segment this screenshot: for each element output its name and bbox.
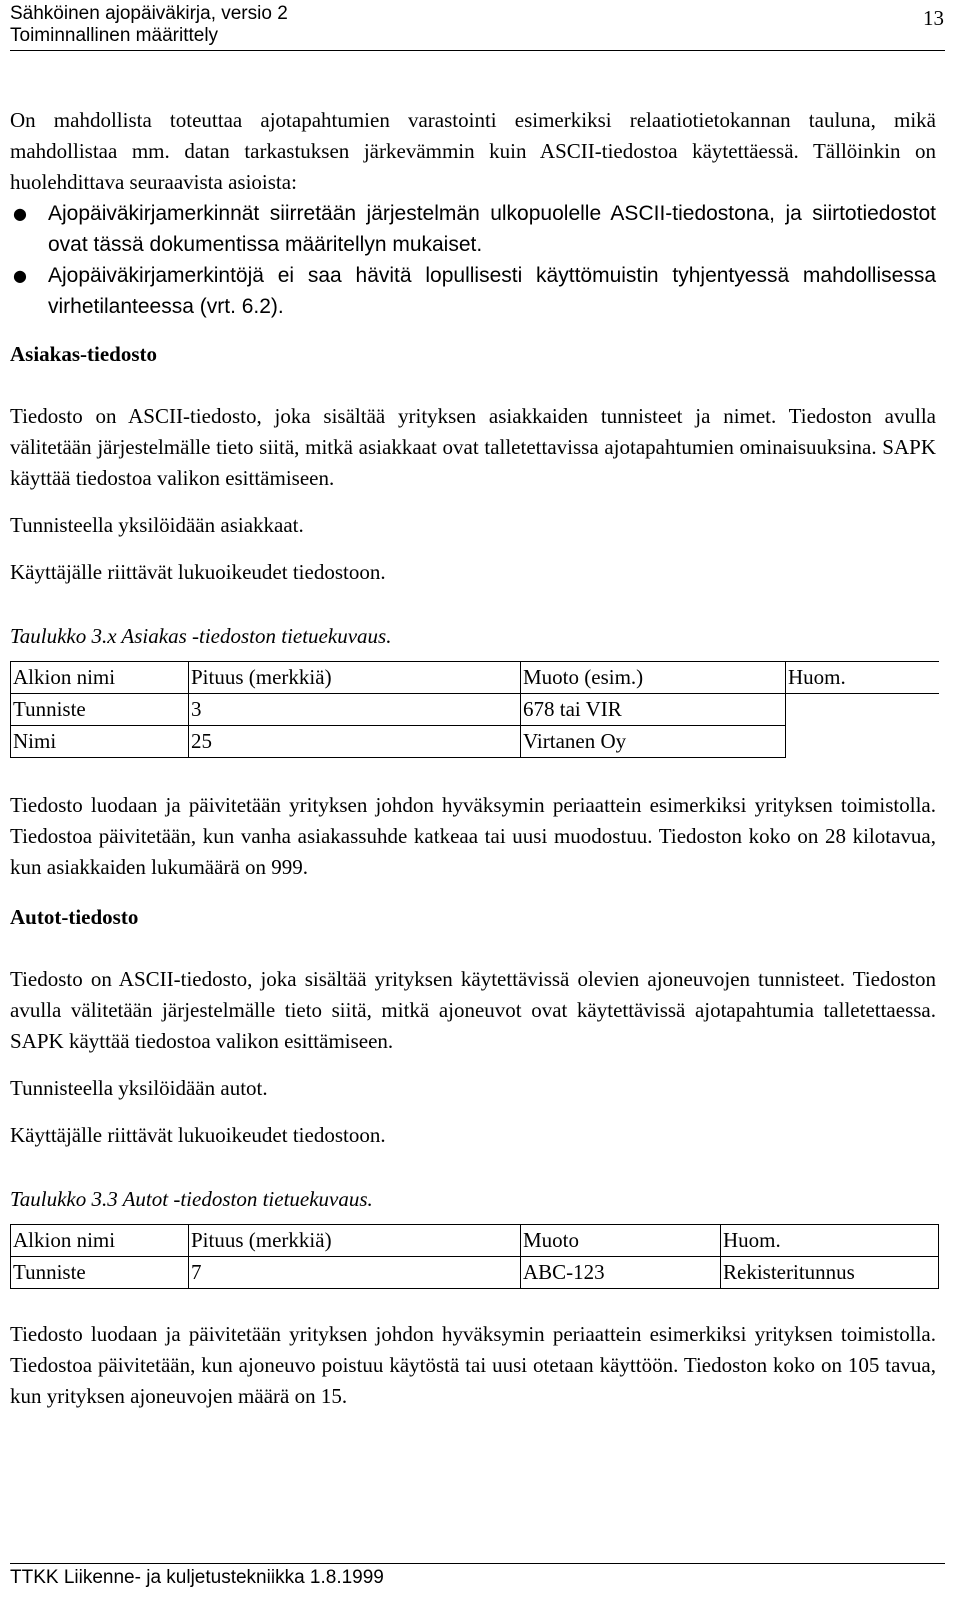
asiakas-paragraph-2: Tunnisteella yksilöidään asiakkaat. <box>10 513 304 537</box>
bullet-icon: ● <box>13 204 27 223</box>
table-cell: Virtanen Oy <box>521 726 786 758</box>
bullet-item <box>10 260 936 322</box>
autot-paragraph-3: Käyttäjälle riittävät lukuoikeudet tiedostoon. <box>10 1123 386 1147</box>
table-row <box>11 1257 939 1289</box>
autot-paragraph-4: Tiedosto luodaan ja päivitetään yrityksen johdon hyväksymin periaattein esimerkiksi yrityksen toimistolla. Tiedostoa päivitetään, kun ajoneuvo poistuu käytöstä tai uusi otetaan käyttöön. Tiedoston koko on 105 tavua, kun yrityksen ajoneuvojen määrä on 15. <box>10 1322 936 1408</box>
asiakas-paragraph-3: Käyttäjälle riittävät lukuoikeudet tiedostoon. <box>10 560 386 584</box>
header-title: Sähköinen ajopäiväkirja, versio 2 <box>10 3 288 24</box>
section-heading-autot: Autot-tiedosto <box>10 905 139 929</box>
table-cell: Tunniste <box>11 694 189 726</box>
autot-paragraph-2: Tunnisteella yksilöidään autot. <box>10 1076 268 1100</box>
page-body <box>10 105 936 1412</box>
autot-table <box>10 1224 939 1289</box>
table-header-row <box>11 1225 939 1257</box>
table-header-cell: Pituus (merkkiä) <box>189 662 521 694</box>
table-header-cell: Alkion nimi <box>11 662 189 694</box>
table-cell: Rekisteritunnus <box>721 1257 939 1289</box>
intro-bullet-list <box>10 198 936 322</box>
table-header-row <box>11 662 939 694</box>
table-header-cell: Muoto <box>521 1225 721 1257</box>
table-cell <box>786 726 939 758</box>
table-cell: 3 <box>189 694 521 726</box>
intro-paragraph: On mahdollista toteuttaa ajotapahtumien varastointi esimerkiksi relaatiotietokannan tauluna, mikä mahdollistaa mm. datan tarkastuksen järkevämmin kuin ASCII-tiedostoa käytettäessä. Tällöinkin on huolehdittava seuraavista asioista: <box>10 108 936 194</box>
table-header-cell: Huom. <box>786 662 939 694</box>
autot-table-caption: Taulukko 3.3 Autot -tiedoston tietuekuvaus. <box>10 1187 373 1211</box>
bullet-text: Ajopäiväkirjamerkintöjä ei saa hävitä lopullisesti käyttömuistin tyhjentyessä mahdollisessa virhetilanteessa (vrt. 6.2). <box>48 264 936 318</box>
table-cell <box>786 694 939 726</box>
table-cell: Tunniste <box>11 1257 189 1289</box>
table-row <box>11 694 939 726</box>
header-subtitle: Toiminnallinen määrittely <box>10 25 219 46</box>
table-cell: 7 <box>189 1257 521 1289</box>
table-cell: 678 tai VIR <box>521 694 786 726</box>
bullet-item <box>10 198 936 260</box>
table-cell: Nimi <box>11 726 189 758</box>
table-cell: ABC-123 <box>521 1257 721 1289</box>
header-rule <box>10 50 945 51</box>
table-header-cell: Huom. <box>721 1225 939 1257</box>
autot-paragraph-1: Tiedosto on ASCII-tiedosto, joka sisältää yrityksen käytettävissä olevien ajoneuvojen tunnisteet. Tiedoston avulla välitetään järjestelmälle tieto siitä, mitkä ajoneuvot ovat käytettävissä ajotapahtumia talletettaessa. SAPK käyttää tiedostoa valikon esittämiseen. <box>10 967 936 1053</box>
page-number: 13 <box>923 6 944 30</box>
bullet-text: Ajopäiväkirjamerkinnät siirretään järjestelmän ulkopuolelle ASCII-tiedostona, ja siirtotiedostot ovat tässä dokumentissa määritellyn mukaiset. <box>48 202 936 256</box>
asiakas-table-caption: Taulukko 3.x Asiakas -tiedoston tietuekuvaus. <box>10 624 392 648</box>
table-cell: 25 <box>189 726 521 758</box>
asiakas-table <box>10 661 939 758</box>
table-row <box>11 726 939 758</box>
asiakas-paragraph-1: Tiedosto on ASCII-tiedosto, joka sisältää yrityksen asiakkaiden tunnisteet ja nimet. Tiedoston avulla välitetään järjestelmälle tieto siitä, mitkä asiakkaat ovat talletettavissa ajotapahtumien ominaisuuksina. SAPK käyttää tiedostoa valikon esittämiseen. <box>10 404 936 490</box>
bullet-icon: ● <box>13 266 27 285</box>
asiakas-paragraph-4: Tiedosto luodaan ja päivitetään yrityksen johdon hyväksymin periaattein esimerkiksi yrityksen toimistolla. Tiedostoa päivitetään, kun vanha asiakassuhde katkeaa tai uusi muodostuu. Tiedoston koko on 28 kilotavua, kun asiakkaiden lukumäärä on 999. <box>10 793 936 879</box>
footer-rule <box>10 1563 945 1564</box>
table-header-cell: Muoto (esim.) <box>521 662 786 694</box>
table-header-cell: Alkion nimi <box>11 1225 189 1257</box>
table-header-cell: Pituus (merkkiä) <box>189 1225 521 1257</box>
section-heading-asiakas: Asiakas-tiedosto <box>10 342 158 366</box>
footer-text: TTKK Liikenne- ja kuljetustekniikka 1.8.1999 <box>10 1567 384 1588</box>
